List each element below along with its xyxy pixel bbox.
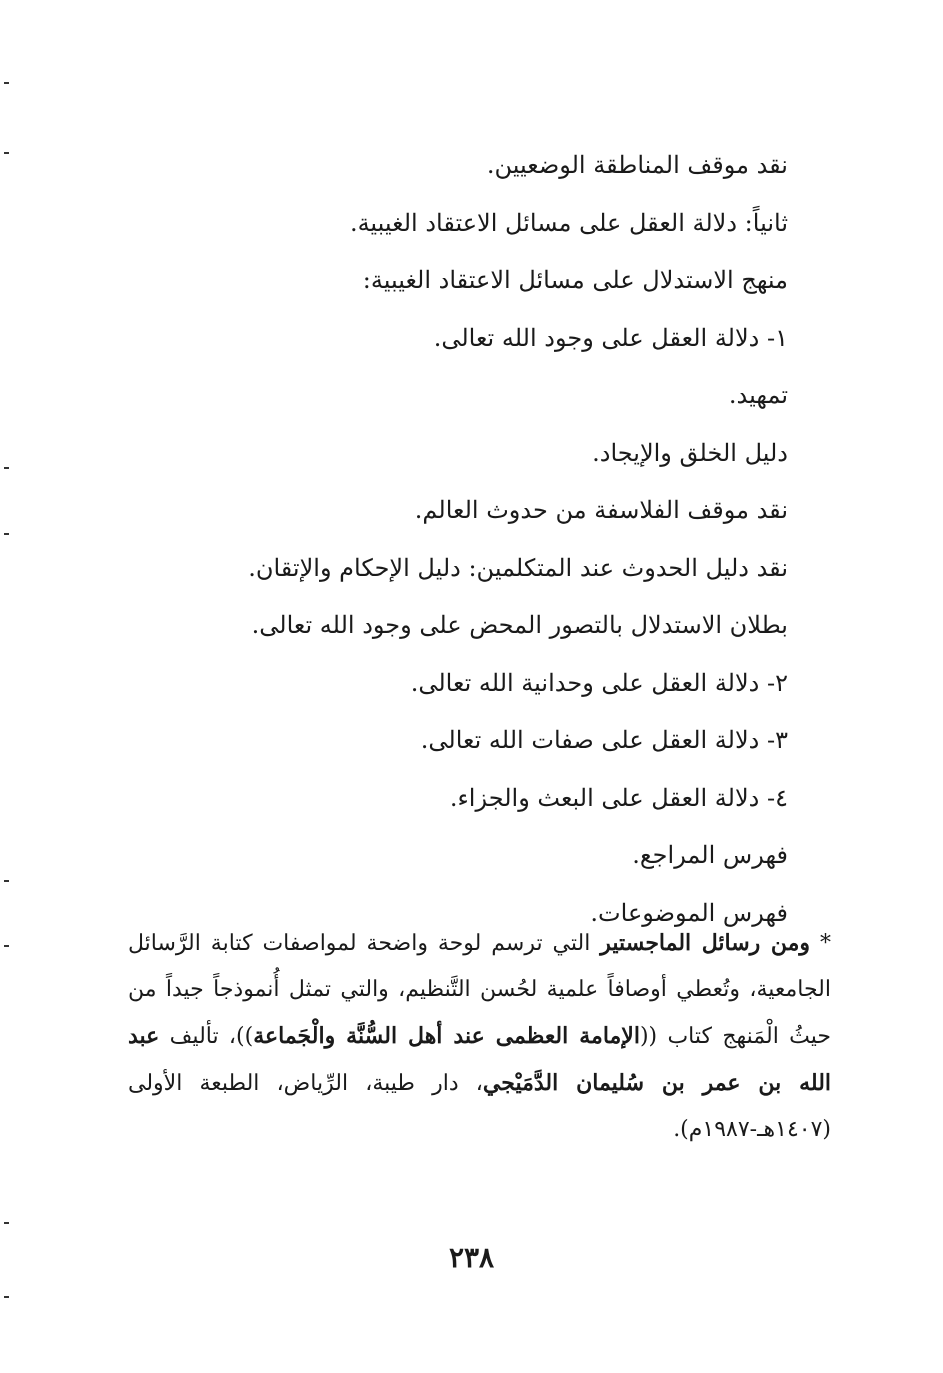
contents-item: نقد موقف الفلاسفة من حدوث العالم.	[414, 496, 788, 524]
contents-item: منهج الاستدلال على مسائل الاعتقاد الغيبية:	[362, 266, 788, 294]
scan-mark	[4, 467, 9, 469]
contents-item: تمهيد.	[728, 381, 788, 409]
contents-item: نقد دليل الحدوث عند المتكلمين: دليل الإحكام والإتقان.	[248, 553, 788, 582]
scan-mark	[4, 533, 9, 535]
contents-item: دليل الخلق والإيجاد.	[592, 438, 788, 467]
note-text: التي ترسم لوحة واضحة لمواصفات كتابة الرَّسائل الجامعية، وتُعطي أوصافاً علمية لحُسن التَّنظيم، والتي تمثل أُنموذجاً جيداً من حيثُ الْمَنهج كتاب ((	[128, 931, 831, 1049]
scan-mark	[4, 1296, 9, 1298]
contents-list	[148, 150, 788, 955]
contents-item: ثانياً: دلالة العقل على مسائل الاعتقاد الغيبية.	[349, 208, 788, 237]
page-number: ٢٣٨	[448, 1241, 495, 1274]
contents-item: نقد موقف المناطقة الوضعيين.	[486, 151, 788, 179]
scan-mark	[4, 1222, 9, 1224]
note-text: ))، تأليف	[159, 1024, 254, 1049]
note-bold-lead: ومن رسائل الماجستير	[600, 930, 811, 956]
scan-mark	[4, 82, 9, 84]
contents-item: بطلان الاستدلال بالتصور المحض على وجود الله تعالى.	[251, 611, 788, 639]
contents-item: ١- دلالة العقل على وجود الله تعالى.	[433, 323, 788, 352]
contents-item: ٢- دلالة العقل على وحدانية الله تعالى.	[410, 668, 788, 697]
note-star: *	[810, 931, 831, 956]
masters-thesis-note	[128, 920, 831, 1153]
book-title: الإمامة العظمى عند أهل السُّنَّة والْجَماعة	[253, 1023, 640, 1049]
note-text: ، دار طيبة، الرِّياض، الطبعة الأولى (١٤٠٧هـ-١٩٨٧م).	[128, 1071, 831, 1142]
contents-item: فهرس الموضوعات.	[590, 898, 788, 927]
contents-item: ٤- دلالة العقل على البعث والجزاء.	[449, 783, 788, 812]
contents-item: ٣- دلالة العقل على صفات الله تعالى.	[420, 726, 788, 754]
scan-mark	[4, 945, 9, 947]
scan-mark	[4, 152, 9, 154]
contents-item: فهرس المراجع.	[632, 841, 788, 869]
scan-mark	[4, 880, 9, 882]
author-name: عبد الله بن عمر بن سُليمان الدَّمَيْجي	[128, 1023, 832, 1096]
